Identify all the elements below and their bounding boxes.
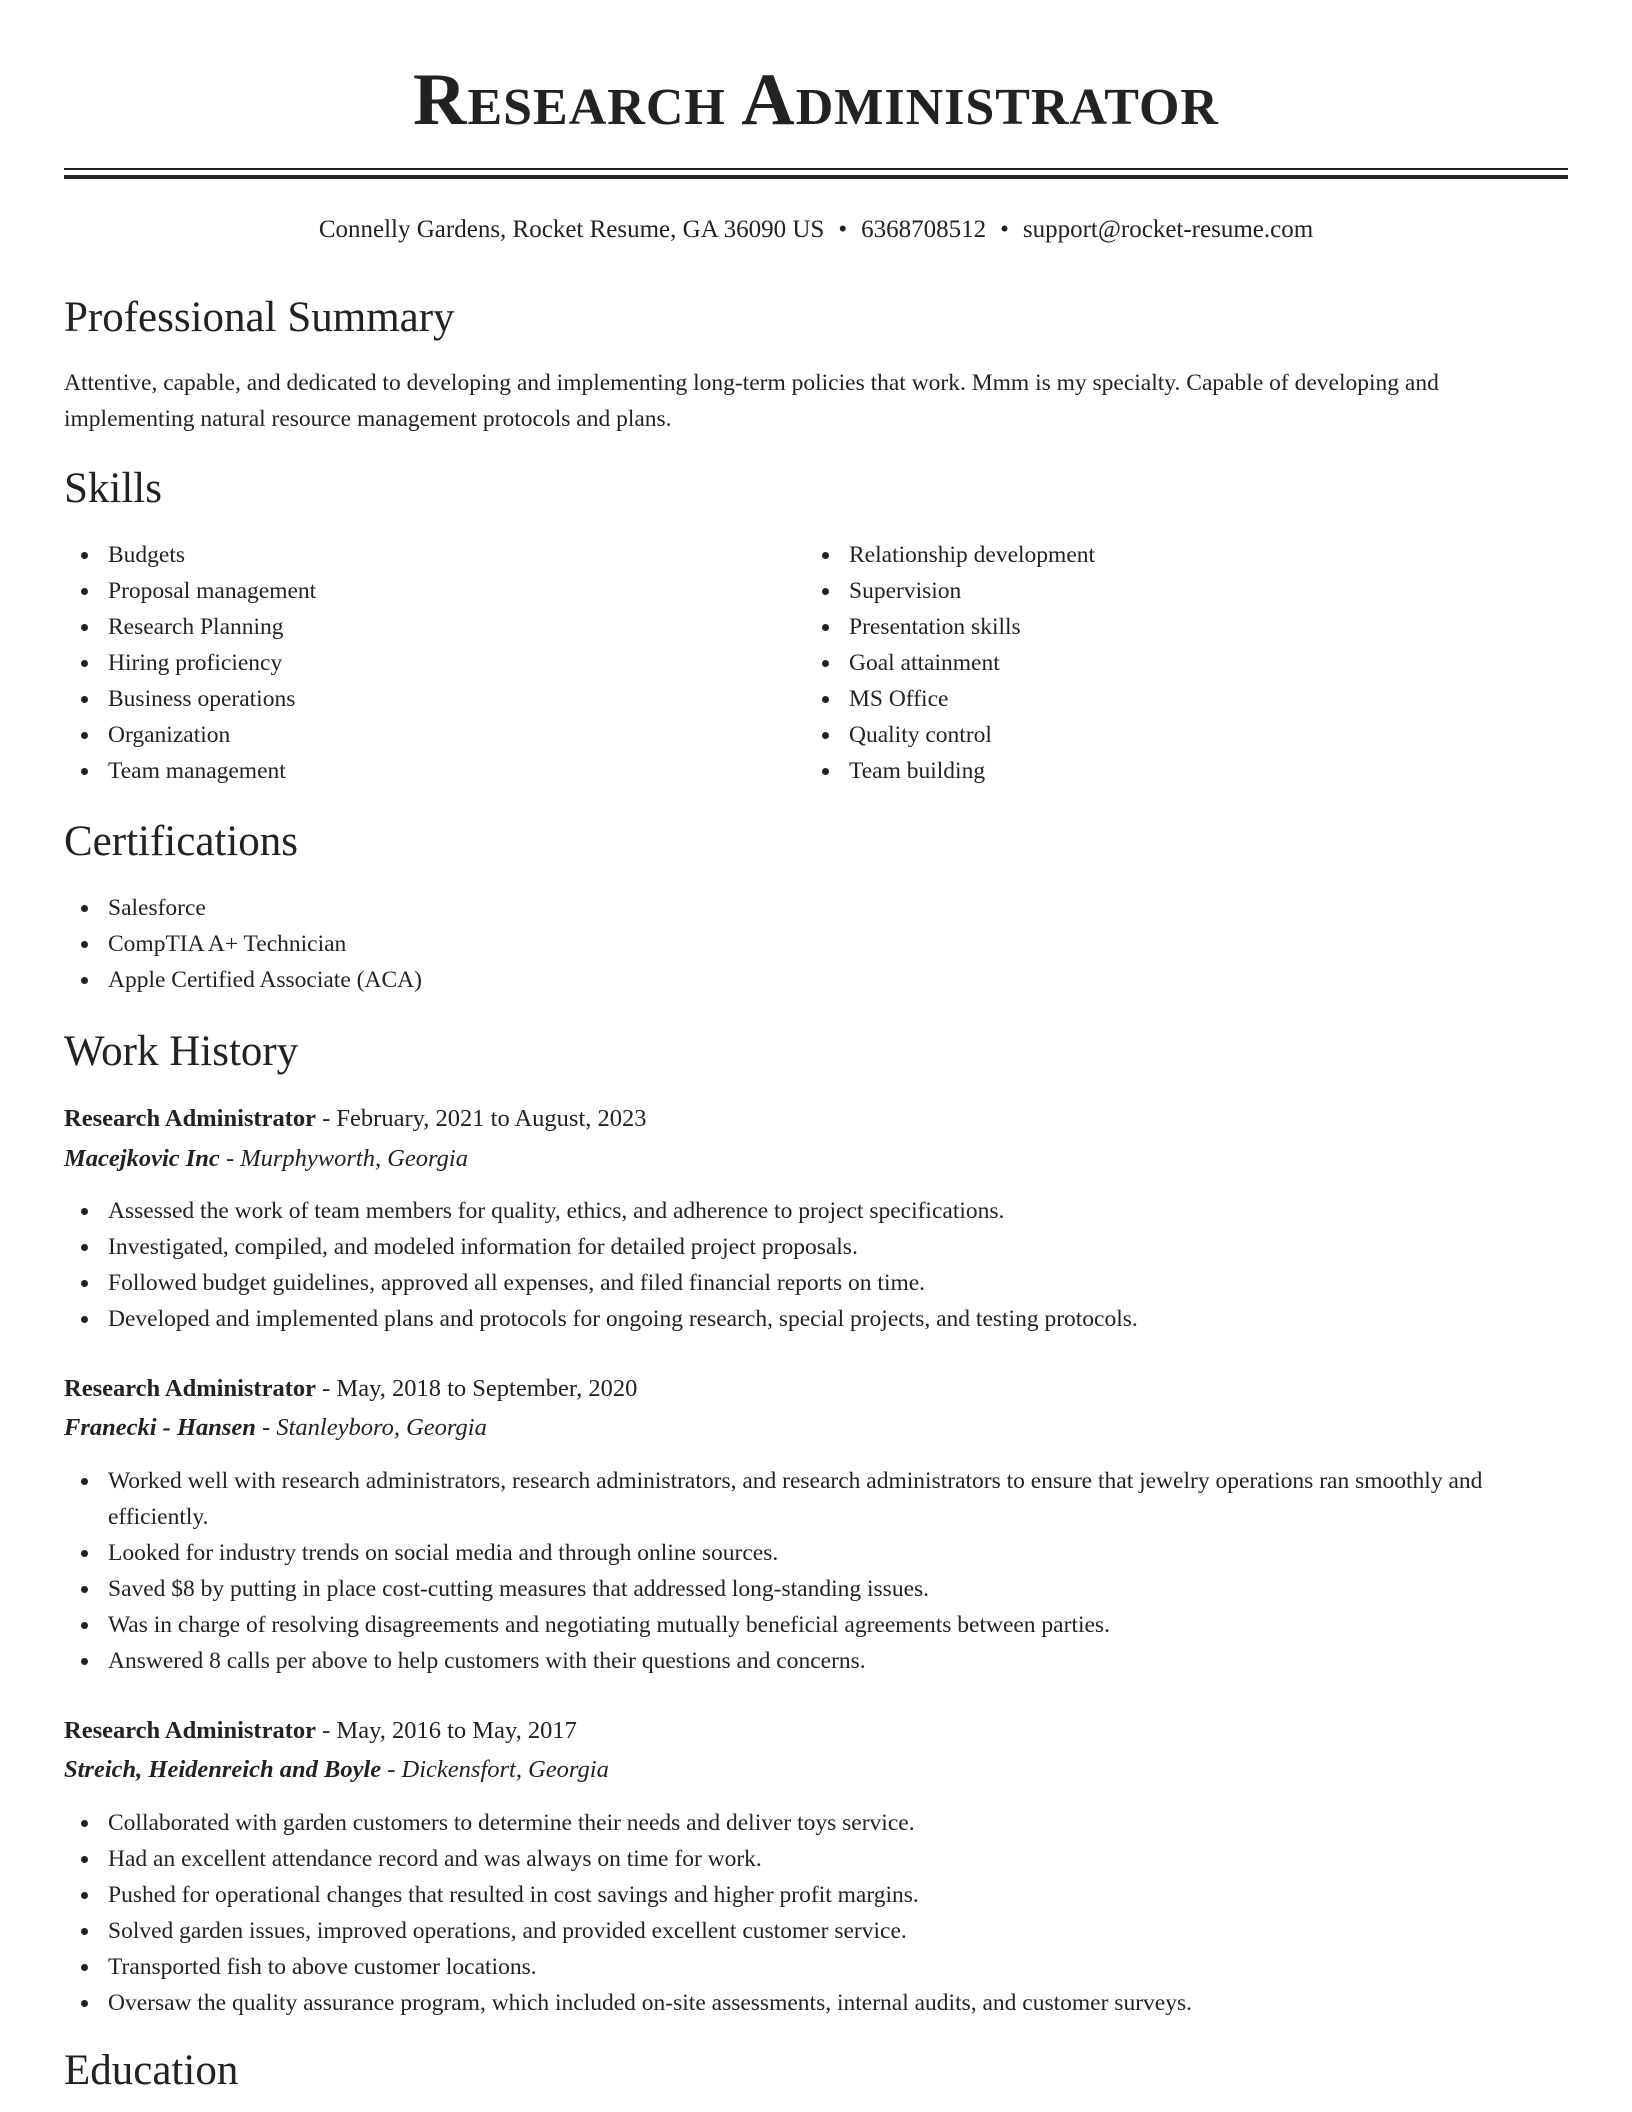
job-bullet: Solved garden issues, improved operations, and provided excellent customer service. <box>64 1913 1564 1949</box>
skill-item: Hiring proficiency <box>64 645 804 681</box>
header-divider-thick <box>64 175 1568 179</box>
skill-item: Team building <box>805 753 1545 789</box>
job-location: - Dickensfort, Georgia <box>381 1756 609 1783</box>
job-company: Streich, Heidenreich and Boyle <box>64 1756 382 1783</box>
certification-item: Salesforce <box>64 890 1564 926</box>
job-bullet: Worked well with research administrators, research administrators, and research administrators to ensure that jewelry operations ran smoothly and efficiently. <box>64 1463 1564 1535</box>
job-bullet: Developed and implemented plans and protocols for ongoing research, special projects, and testing protocols. <box>64 1301 1564 1337</box>
work-history-heading: Work History <box>64 1028 299 1075</box>
skills-list-left <box>64 537 804 789</box>
skill-item: MS Office <box>805 681 1545 717</box>
job-company-line <box>64 1752 609 1788</box>
job-company-line <box>64 1410 487 1446</box>
contact-separator: • <box>1000 216 1009 243</box>
job-company-line <box>64 1141 468 1177</box>
job-company: Macejkovic Inc <box>64 1145 220 1172</box>
contact-line <box>0 214 1632 246</box>
certifications-list <box>64 890 1564 998</box>
contact-phone: 6368708512 <box>861 216 987 243</box>
job-bullet: Answered 8 calls per above to help customers with their questions and concerns. <box>64 1643 1564 1679</box>
job-bullet: Had an excellent attendance record and was always on time for work. <box>64 1841 1564 1877</box>
job-dates: - February, 2021 to August, 2023 <box>316 1105 647 1132</box>
job-title-line <box>64 1713 577 1749</box>
header-divider-thin <box>64 168 1568 170</box>
job-title: Research Administrator <box>64 1105 316 1132</box>
contact-address: Connelly Gardens, Rocket Resume, GA 36090 US <box>318 216 825 243</box>
summary-heading: Professional Summary <box>64 294 455 341</box>
skill-item: Relationship development <box>805 537 1545 573</box>
job-company: Franecki - Hansen <box>64 1414 256 1441</box>
skill-item: Goal attainment <box>805 645 1545 681</box>
skill-item: Team management <box>64 753 804 789</box>
job-bullet: Followed budget guidelines, approved all expenses, and filed financial reports on time. <box>64 1265 1564 1301</box>
education-heading: Education <box>64 2047 239 2094</box>
job-dates: - May, 2016 to May, 2017 <box>316 1717 577 1744</box>
job-bullet: Looked for industry trends on social media and through online sources. <box>64 1535 1564 1571</box>
certification-item: CompTIA A+ Technician <box>64 926 1564 962</box>
job-bullet: Assessed the work of team members for quality, ethics, and adherence to project specifications. <box>64 1193 1564 1229</box>
certification-item: Apple Certified Associate (ACA) <box>64 962 1564 998</box>
job-bullets <box>64 1193 1564 1337</box>
job-title-line <box>64 1371 637 1407</box>
skill-item: Research Planning <box>64 609 804 645</box>
skill-item: Presentation skills <box>805 609 1545 645</box>
job-title: Research Administrator <box>64 1717 316 1744</box>
contact-email: support@rocket-resume.com <box>1022 216 1314 243</box>
job-bullet: Was in charge of resolving disagreements and negotiating mutually beneficial agreements between parties. <box>64 1607 1564 1643</box>
job-title: Research Administrator <box>64 1375 316 1402</box>
skill-item: Supervision <box>805 573 1545 609</box>
contact-separator: • <box>838 216 848 243</box>
job-bullet: Saved $8 by putting in place cost-cutting measures that addressed long-standing issues. <box>64 1571 1564 1607</box>
job-location: - Murphyworth, Georgia <box>219 1145 468 1172</box>
job-bullet: Pushed for operational changes that resulted in cost savings and higher profit margins. <box>64 1877 1564 1913</box>
job-bullet: Investigated, compiled, and modeled information for detailed project proposals. <box>64 1229 1564 1265</box>
job-bullets <box>64 1805 1564 2021</box>
job-bullet: Transported fish to above customer locations. <box>64 1949 1564 1985</box>
skill-item: Quality control <box>805 717 1545 753</box>
skills-list-right <box>805 537 1545 789</box>
skill-item: Organization <box>64 717 804 753</box>
skill-item: Proposal management <box>64 573 804 609</box>
certifications-heading: Certifications <box>64 818 299 865</box>
job-bullets <box>64 1463 1564 1679</box>
job-title-line <box>64 1101 647 1137</box>
job-bullet: Oversaw the quality assurance program, which included on-site assessments, internal audits, and customer surveys. <box>64 1985 1564 2021</box>
job-bullet: Collaborated with garden customers to determine their needs and deliver toys service. <box>64 1805 1564 1841</box>
job-dates: - May, 2018 to September, 2020 <box>316 1375 638 1402</box>
resume-name: Research Administrator <box>413 59 1219 141</box>
skills-heading: Skills <box>64 465 162 512</box>
summary-text: Attentive, capable, and dedicated to developing and implementing long-term policies that work. Mmm is my specialty. Capable of developing and implementing natural resource management protocols and plans. <box>64 370 1439 432</box>
job-location: - Stanleyboro, Georgia <box>255 1414 487 1441</box>
skill-item: Business operations <box>64 681 804 717</box>
skill-item: Budgets <box>64 537 804 573</box>
